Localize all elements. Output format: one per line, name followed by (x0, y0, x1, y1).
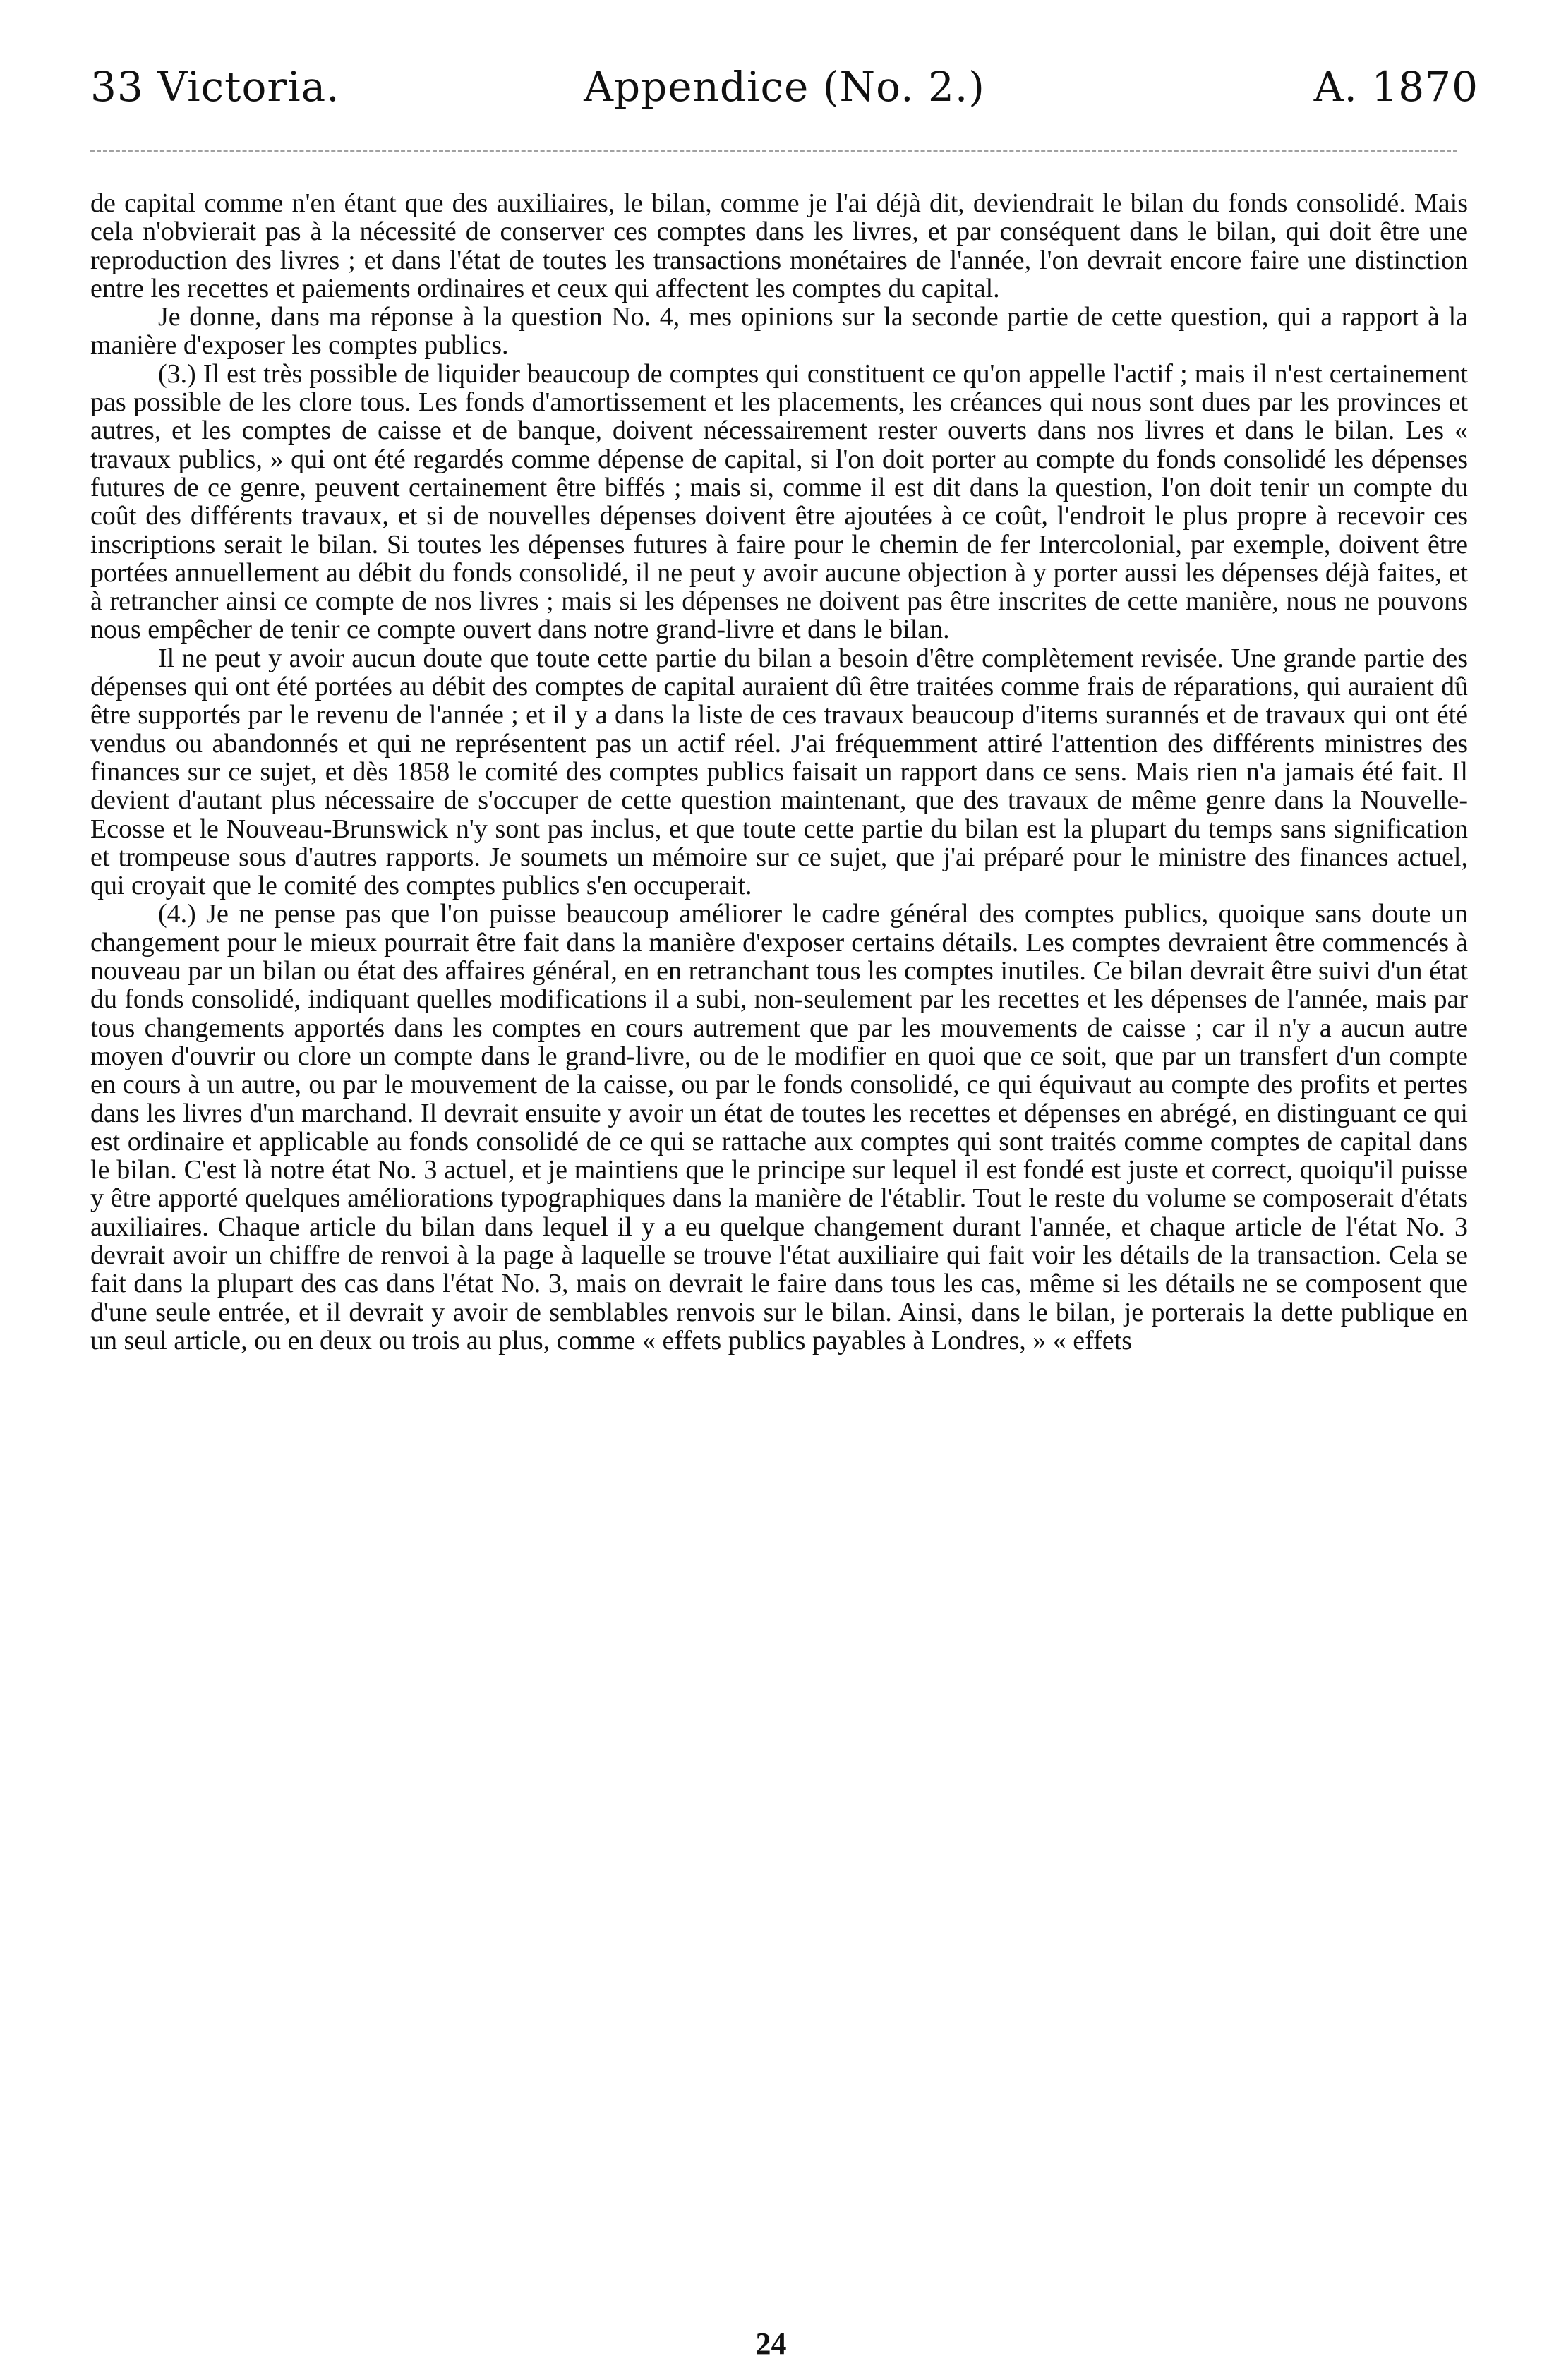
header-appendix: Appendice (No. 2.) (584, 63, 985, 111)
header-session: 33 Victoria. (90, 63, 340, 111)
paragraph-answer-4: (4.) Je ne pense pas que l'on puisse beaucoup améliorer le cadre général des comptes publics, quoique sans doute un changement pour le mieux pourrait être fait dans la manière d'exposer certains détails. Les comptes devraient être commencés à nouveau par un bilan ou état des affaires général, en en retranchant tous les comptes inutiles. Ce bilan devrait être suivi d'un état du fonds consolidé, indiquant quelles modifications il a subi, non-seulement par les recettes et les dépenses de l'année, mais par tous changements apportés dans les comptes en cours autrement que par les mouvements de caisse ; car il n'y a aucun autre moyen d'ouvrir ou clore un compte dans le grand-livre, ou de le modifier en quoi que ce soit, que par un transfert d'un compte en cours à un autre, ou par le mouvement de la caisse, ou par le fonds consolidé, ce qui équivaut au compte des profits et pertes dans les livres d'un marchand. Il devrait ensuite y avoir un état de toutes les recettes et dépenses en abrégé, en distinguant ce qui est ordinaire et applicable au fonds consolidé de ce qui se rattache aux comptes qui sont traités comme comptes de capital dans le bilan. C'est là notre état No. 3 actuel, et je maintiens que le principe sur lequel il est fondé est juste et correct, quoiqu'il puisse y être apporté quelques améliorations typographiques dans la manière de l'établir. Tout le reste du volume se composerait d'états auxiliaires. Chaque article du bilan dans lequel il y a eu quelque changement durant l'année, et chaque article de l'état No. 3 devrait avoir un chiffre de renvoi à la page à laquelle se trouve l'état auxiliaire qui fait voir les détails de la transaction. Cela se fait dans la plupart des cas dans l'état No. 3, mais on devrait le faire dans tous les cas, même si les détails ne se composent que d'une seule entrée, et il devrait y avoir de semblables renvois sur le bilan. Ainsi, dans le bilan, je porterais la dette publique en un seul article, ou en deux ou trois au plus, comme « effets publics payables à Londres, » « effets (90, 899, 1468, 1355)
paragraph-answer-3: (3.) Il est très possible de liquider beaucoup de comptes qui constituent ce qu'on appelle l'actif ; mais il n'est certainement pas possible de les clore tous. Les fonds d'amortissement et les placements, les créances qui nous sont dues par les provinces et autres, et les comptes de caisse et de banque, doivent nécessairement rester ouverts dans nos livres et dans le bilan. Les « travaux publics, » qui ont été regardés comme dépense de capital, si l'on doit porter au compte du fonds consolidé les dépenses futures de ce genre, peuvent certainement être biffés ; mais si, comme il est dit dans la question, l'on doit tenir un compte du coût des différents travaux, et si de nouvelles dépenses doivent être ajoutées à ce coût, l'endroit le plus propre à recevoir ces inscriptions serait le bilan. Si toutes les dépenses futures à faire pour le chemin de fer Intercolonial, par exemple, doivent être portées annuellement au débit du fonds consolidé, il ne peut y avoir aucune objection à y porter aussi les dépenses déjà faites, et à retrancher ainsi ce compte de nos livres ; mais si les dépenses ne doivent pas être inscrites de cette manière, nous ne pouvons nous empêcher de tenir ce compte ouvert dans notre grand-livre et dans le bilan. (90, 358, 1468, 645)
header-year: A. 1870 (1313, 63, 1478, 111)
page-number: 24 (755, 2326, 787, 2361)
paragraph-continuation: de capital comme n'en étant que des auxiliaires, le bilan, comme je l'ai déjà dit, deviendrait le bilan du fonds consolidé. Mais cela n'obvierait pas à la nécessité de conserver ces comptes dans les livres, et par conséquent dans le bilan, qui doit être une reproduction des livres ; et dans l'état de toutes les transactions monétaires de l'année, l'on devrait encore faire une distinction entre les recettes et paiements ordinaires et ceux qui affectent les comptes du capital. (90, 188, 1468, 303)
header-rule (90, 150, 1457, 152)
running-header (90, 55, 1478, 119)
body-text (90, 189, 1468, 1355)
paragraph: Je donne, dans ma réponse à la question No. 4, mes opinions sur la seconde partie de cette question, qui a rapport à la manière d'exposer les comptes publics. (90, 302, 1468, 361)
paragraph: Il ne peut y avoir aucun doute que toute cette partie du bilan a besoin d'être complètement revisée. Une grande partie des dépenses qui ont été portées au débit des comptes de capital auraient dû être traitées comme frais de réparations, qui auraient dû être supportés par le revenu de l'année ; et il y a dans la liste de ces travaux beaucoup d'items surannés et de travaux qui ont été vendus ou abandonnés et qui ne représentent pas un actif réel. J'ai fréquemment attiré l'attention des différents ministres des finances sur ce sujet, et dès 1858 le comité des comptes publics faisait un rapport dans ce sens. Mais rien n'a jamais été fait. Il devient d'autant plus nécessaire de s'occuper de cette question maintenant, que des travaux de même genre dans la Nouvelle-Ecosse et le Nouveau-Brunswick n'y sont pas inclus, et que toute cette partie du bilan est la plupart du temps sans signification et trompeuse sous d'autres rapports. Je soumets un mémoire sur ce sujet, que j'ai préparé pour le ministre des finances actuel, qui croyait que le comité des comptes publics s'en occuperait. (90, 643, 1468, 901)
